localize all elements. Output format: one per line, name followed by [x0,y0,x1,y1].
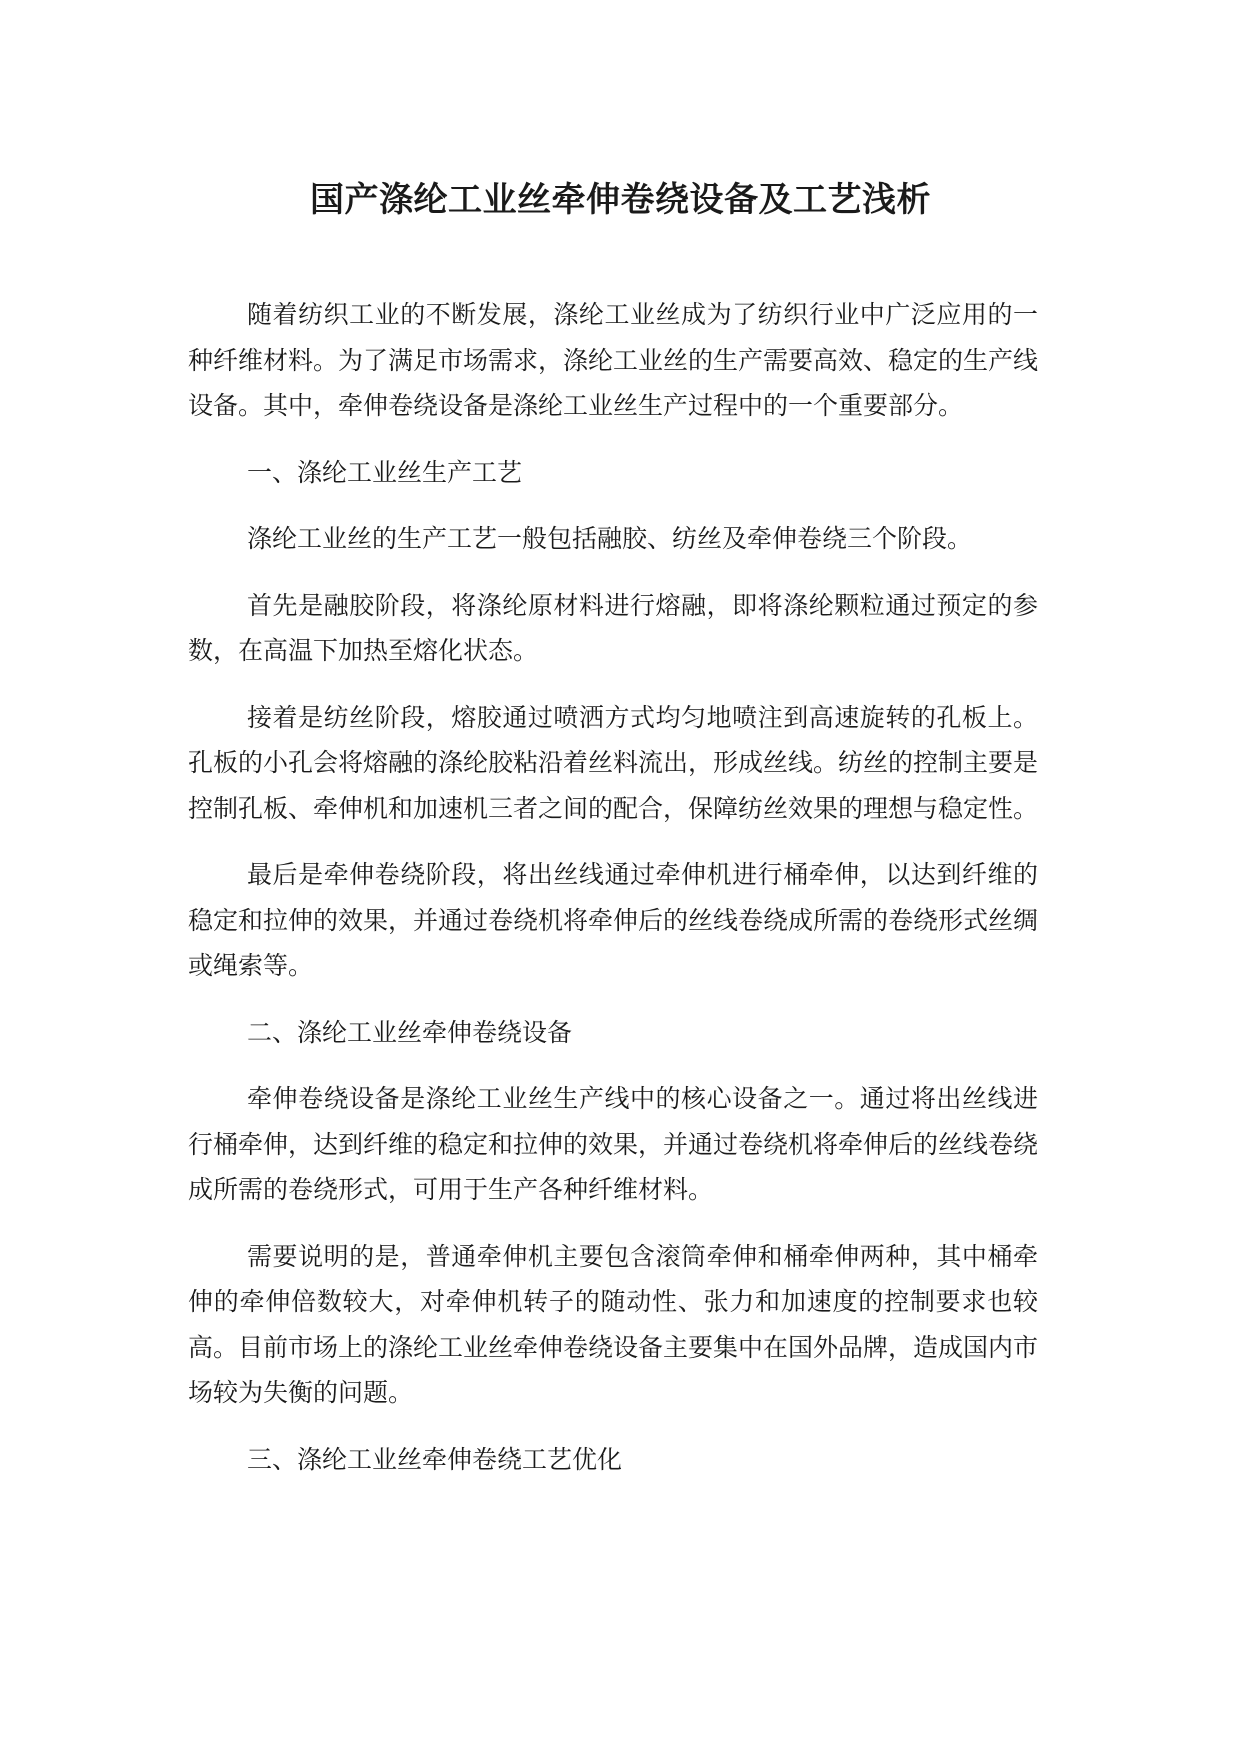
paragraph-spinning-stage: 接着是纺丝阶段，熔胶通过喷洒方式均匀地喷注到高速旋转的孔板上。孔板的小孔会将熔融的涤纶胶粘沿着丝料流出，形成丝线。纺丝的控制主要是控制孔板、牵伸机和加速机三者之间的配合，保障纺丝效果的理想与稳定性。 [188,702,1039,823]
section-heading-2: 二、涤纶工业丝牵伸卷绕设备 [247,1017,573,1047]
document-body [188,292,1038,1503]
paragraph-process-overview: 涤纶工业丝的生产工艺一般包括融胶、纺丝及牵伸卷绕三个阶段。 [247,524,973,553]
paragraph-drawing-winding-stage: 最后是牵伸卷绕阶段，将出丝线通过牵伸机进行桶牵伸，以达到纤维的稳定和拉伸的效果，并通过卷绕机将牵伸后的丝线卷绕成所需的卷绕形式丝绸或绳索等。 [188,860,1039,980]
section-heading-3: 三、涤纶工业丝牵伸卷绕工艺优化 [247,1444,623,1474]
paragraph-equipment-notes: 需要说明的是，普通牵伸机主要包含滚筒牵伸和桶牵伸两种，其中桶牵伸的牵伸倍数较大，对牵伸机转子的随动性、张力和加速度的控制要求也较高。目前市场上的涤纶工业丝牵伸卷绕设备主要集中在国外品牌，造成国内市场较为失衡的问题。 [188,1241,1039,1407]
document-title: 国产涤纶工业丝牵伸卷绕设备及工艺浅析 [310,180,931,220]
paragraph-intro: 随着纺织工业的不断发展，涤纶工业丝成为了纺织行业中广泛应用的一种纤维材料。为了满足市场需求，涤纶工业丝的生产需要高效、稳定的生产线设备。其中，牵伸卷绕设备是涤纶工业丝生产过程中的一个重要部分。 [188,300,1039,420]
paragraph-melting-stage: 首先是融胶阶段，将涤纶原材料进行熔融，即将涤纶颗粒通过预定的参数，在高温下加热至熔化状态。 [188,590,1038,665]
paragraph-equipment-core: 牵伸卷绕设备是涤纶工业丝生产线中的核心设备之一。通过将出丝线进行桶牵伸，达到纤维的稳定和拉伸的效果，并通过卷绕机将牵伸后的丝线卷绕成所需的卷绕形式，可用于生产各种纤维材料。 [188,1084,1039,1204]
section-heading-1: 一、涤纶工业丝生产工艺 [247,457,523,487]
